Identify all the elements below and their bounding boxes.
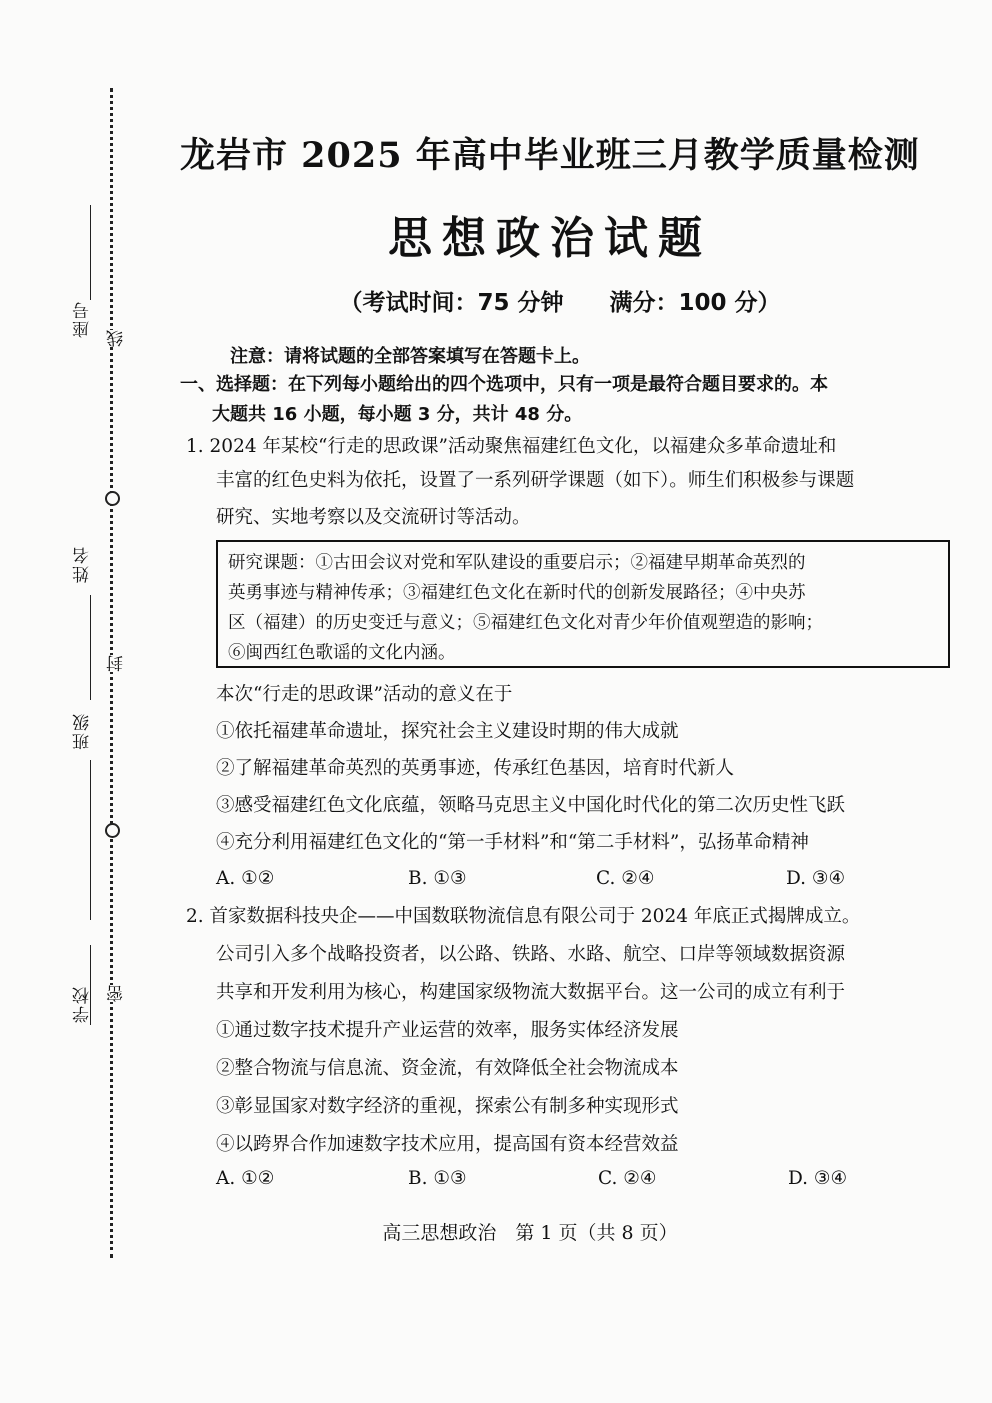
q1-option-c[interactable]: C. ②④ <box>596 868 655 889</box>
section-line-2: 大题共 16 小题，每小题 3 分，共计 48 分。 <box>212 404 583 425</box>
seat-label: 座号 <box>73 300 93 338</box>
q1-option-a[interactable]: A. ①② <box>216 868 275 889</box>
q1-stem-line-3: 研究、实地考察以及交流研讨等活动。 <box>216 507 531 528</box>
q1-research-topics-box <box>216 540 950 668</box>
q2-option-a[interactable]: A. ①② <box>216 1168 275 1189</box>
school-blank[interactable] <box>90 945 91 1025</box>
name-label: 姓名 <box>73 545 93 583</box>
q2-option-b[interactable]: B. ①③ <box>408 1168 467 1189</box>
section-line-1: 一、选择题：在下列每小题给出的四个选项中，只有一项是最符合题目要求的。本 <box>180 374 828 395</box>
q2-statement-4: ④以跨界合作加速数字技术应用，提高国有资本经营效益 <box>216 1134 679 1155</box>
q1-statement-1: ①依托福建革命遗址，探究社会主义建设时期的伟大成就 <box>216 721 679 742</box>
q2-stem-line-3: 共享和开发利用为核心，构建国家级物流大数据平台。这一公司的成立有利于 <box>216 982 846 1003</box>
q1-box-line-2: 英勇事迹与精神传承；③福建红色文化在新时代的创新发展路径；④中央苏 <box>228 583 806 603</box>
q2-option-d[interactable]: D. ③④ <box>788 1168 848 1189</box>
q2-option-c[interactable]: C. ②④ <box>598 1168 657 1189</box>
q1-question: 本次“行走的思政课”活动的意义在于 <box>216 684 513 705</box>
q1-stem-line-2: 丰富的红色史料为依托，设置了一系列研学课题（如下）。师生们积极参与课题 <box>216 470 855 491</box>
q2-statement-1: ①通过数字技术提升产业运营的效率，服务实体经济发展 <box>216 1020 679 1041</box>
name-blank[interactable] <box>90 595 91 700</box>
class-label: 班级 <box>73 712 93 750</box>
margin-line-word: 线 <box>104 330 129 347</box>
q1-option-d[interactable]: D. ③④ <box>786 868 846 889</box>
exam-info: （考试时间：75 分钟 满分：100 分） <box>339 290 781 316</box>
q1-statement-2: ②了解福建革命英烈的英勇事迹，传承红色基因，培育时代新人 <box>216 758 735 779</box>
seat-blank[interactable] <box>90 205 91 300</box>
q1-statement-3: ③感受福建红色文化底蕴，领略马克思主义中国化时代化的第二次历史性飞跃 <box>216 795 846 816</box>
class-blank[interactable] <box>90 760 91 920</box>
q2-statement-3: ③彰显国家对数字经济的重视，探索公有制多种实现形式 <box>216 1096 679 1117</box>
section-heading <box>180 370 950 430</box>
margin-seal-word: 封 <box>104 655 129 672</box>
q1-box-line-3: 区（福建）的历史变迁与意义；⑤福建红色文化对青少年价值观塑造的影响； <box>228 613 823 633</box>
notice: 注意：请将试题的全部答案填写在答题卡上。 <box>230 346 590 367</box>
binding-hole-top <box>105 491 120 506</box>
school-label: 学校 <box>73 985 93 1023</box>
q1-stem-line-1: 1. 2024 年某校“行走的思政课”活动聚焦福建红色文化，以福建众多革命遗址和 <box>186 436 837 457</box>
page-footer: 高三思想政治 第 1 页（共 8 页） <box>382 1222 678 1244</box>
q1-statement-4: ④充分利用福建红色文化的“第一手材料”和“第二手材料”，弘扬革命精神 <box>216 832 809 853</box>
margin-closed-word: 密 <box>104 985 129 1002</box>
q2-statement-2: ②整合物流与信息流、资金流，有效降低全社会物流成本 <box>216 1058 679 1079</box>
q2-stem-line-1: 2. 首家数据科技央企——中国数联物流信息有限公司于 2024 年底正式揭牌成立。 <box>186 906 861 927</box>
exam-title: 龙岩市 2025 年高中毕业班三月教学质量检测 <box>180 135 920 176</box>
q1-box-line-4: ⑥闽西红色歌谣的文化内涵。 <box>228 643 456 663</box>
q1-box-line-1: 研究课题：①古田会议对党和军队建设的重要启示；②福建早期革命英烈的 <box>228 553 806 573</box>
q2-stem-line-2: 公司引入多个战略投资者，以公路、铁路、水路、航空、口岸等领域数据资源 <box>216 944 846 965</box>
binding-hole-bottom <box>105 823 120 838</box>
q1-option-b[interactable]: B. ①③ <box>408 868 467 889</box>
subject-title: 思想政治试题 <box>388 213 712 264</box>
binding-dotted-line <box>110 88 113 1258</box>
